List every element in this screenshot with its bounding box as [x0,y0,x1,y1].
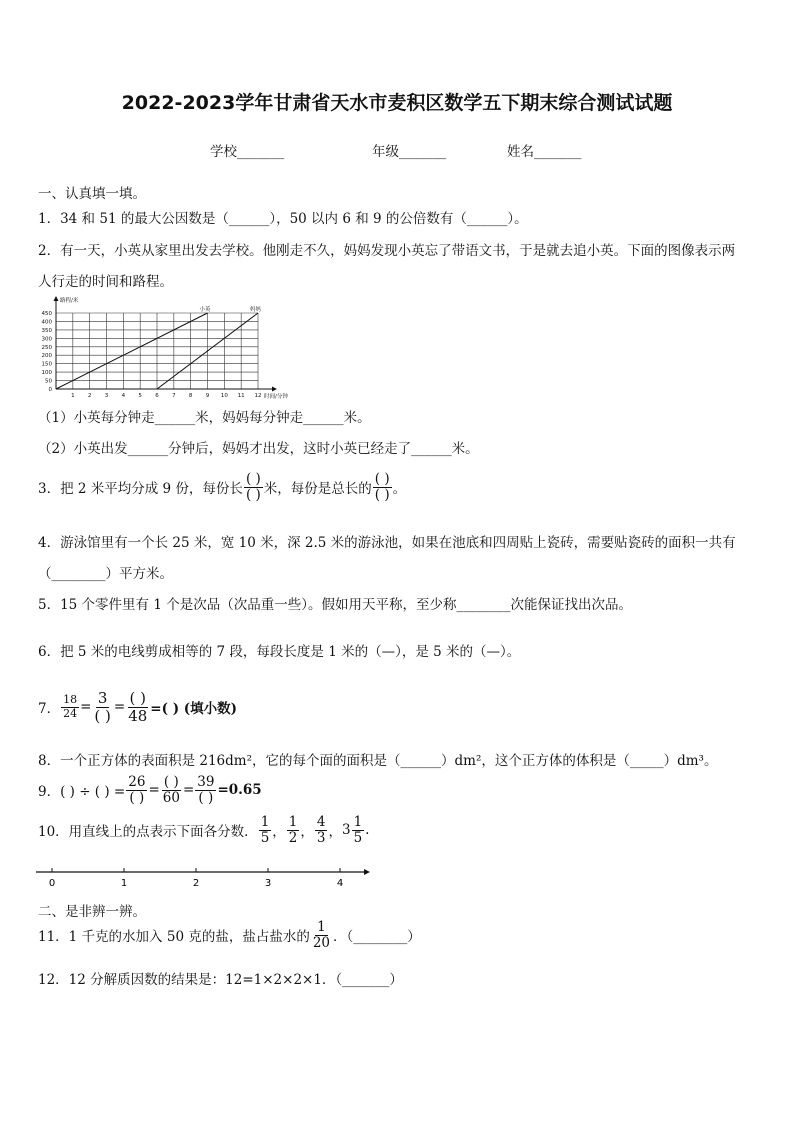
question-3 [38,472,406,503]
number-line-label: 4 [336,878,344,889]
grade-field: 年级_______ [372,144,447,160]
series-label: 小英 [199,307,211,313]
question-8: 8．一个正方体的表面积是 216dm²，它的每个面的面积是（______）dm²，这个正方体的体积是（_____）dm³。 [38,753,718,769]
q10-fraction-1: $\frac{1}{5}$ [260,814,270,846]
q11-fraction: $\frac{1}{20}$ [312,919,331,951]
number-line-ticks [49,868,343,889]
chart-labels [42,296,289,400]
x-tick-label: 9 [205,393,210,399]
question-11 [38,920,421,951]
number-line-label: 3 [264,878,272,889]
y-tick-label: 450 [41,311,52,317]
number-line-label: 1 [120,878,128,889]
question-2-part-2: （2）小英出发______分钟后，妈妈才出发，这时小英已经走了______米。 [38,441,479,457]
y-tick-label: 50 [45,378,52,385]
series-line-1 [56,313,208,389]
q7-fraction-3: $\frac{( )}{48}$ [128,689,148,725]
section-heading-1: 一、认真填一填。 [38,186,146,202]
number-line-label: 0 [48,878,56,889]
x-tick-label: 11 [237,393,245,399]
number-line [34,863,374,891]
x-tick-label: 6 [155,393,159,399]
q7-fraction-1: $\frac{18}{24}$ [63,693,78,720]
q7-eq-2: = [113,699,126,715]
school-field: 学校_______ [210,144,285,160]
x-tick-label: 12 [254,393,262,399]
q9-fraction-1: $\frac{26}{( )}$ [128,774,146,806]
q10-fraction-4: $\frac{1}{5}$ [353,814,363,846]
section-heading-2: 二、是非辨一辨。 [38,904,146,920]
question-5: 5．15 个零件里有 1 个是次品（次品重一些）。假如用天平称，至少称________次能保证找出次品。 [38,597,632,613]
y-tick-label: 250 [41,344,52,351]
y-axis-label: 路程/米 [60,298,79,304]
y-tick-label: 400 [41,319,52,326]
question-4-line-2: （________）平方米。 [38,566,173,582]
q3-pre: 3．把 2 米平均分成 9 份，每份长 [38,481,243,498]
question-6: 6．把 5 米的电线剪成相等的 7 段，每段长度是 1 米的（—），是 5 米的（—）。 [38,644,521,660]
chart-axes [54,296,278,392]
q3-fraction-2: $\frac{( )}{( )}$ [374,471,390,503]
q7-tail: =( ) (填小数) [150,701,238,717]
series-label: 妈妈 [250,307,262,313]
q7-number: 7． [38,701,61,717]
q3-mid: 米，每份是总长的 [263,481,372,498]
x-tick-label: 5 [138,393,142,399]
x-tick-label: 8 [188,393,193,399]
y-tick-label: 0 [48,387,52,393]
question-4-line-1: 4．游泳馆里有一个长 25 米，宽 10 米，深 2.5 米的游泳池，如果在池底和四周贴上瓷砖，需要贴瓷砖的面积一共有 [38,535,736,551]
y-tick-label: 350 [41,327,52,334]
x-tick-label: 3 [104,393,109,399]
y-tick-label: 150 [41,361,52,368]
q3-post: 。 [392,481,407,498]
q11-post: ．（________） [333,929,421,946]
y-axis-arrow [54,296,59,301]
x-tick-label: 10 [220,393,228,399]
page-title: 2022-2023学年甘肃省天水市麦积区数学五下期末综合测试试题 [121,92,673,114]
x-tick-label: 7 [172,393,176,399]
y-tick-label: 100 [41,370,52,377]
y-tick-label: 200 [41,353,52,360]
question-2-line-1: 2．有一天，小英从家里出发去学校。他刚走不久，妈妈发现小英忘了带语文书，于是就去追小英。下面的图像表示两 [38,243,736,259]
x-axis-label: 时间/分钟 [264,394,288,400]
question-12: 12．12 分解质因数的结果是：12=1×2×2×1．（_______） [38,972,403,988]
x-tick-label: 1 [71,393,75,399]
q9-fraction-2: $\frac{( )}{60}$ [162,774,180,806]
q11-pre: 11．1 千克的水加入 50 克的盐，盐占盐水的 [38,929,310,946]
x-tick-label: 4 [121,393,126,399]
question-7 [38,690,237,724]
chart-grid [56,313,258,389]
q9-pre: 9．( ) ÷ ( ) = [38,784,126,801]
x-axis-arrow [272,387,277,392]
q9-fraction-3: $\frac{39}{( )}$ [197,774,215,806]
q10-mixed-whole: 3 [341,822,351,839]
q7-fraction-2: $\frac{3}{( )}$ [94,689,111,725]
q10-pre: 10．用直线上的点表示下面各分数． [38,824,258,841]
q9-tail: =0.65 [217,782,262,799]
x-tick-label: 2 [87,393,92,399]
question-10: 10．用直线上的点表示下面各分数． $\frac{1}{5}$ ， $\frac{1}{2}$ ， $\frac{4}{3}$ ， 3 $\frac{1}{5}$ . [38,814,370,846]
distance-time-chart [32,293,294,401]
question-2-part-1: （1）小英每分钟走______米，妈妈每分钟走______米。 [38,410,371,426]
q7-eq-1: = [80,699,92,715]
question-1: 1．34 和 51 的最大公因数是（______），50 以内 6 和 9 的公倍数有（______）。 [38,211,528,227]
number-line-label: 2 [192,878,200,889]
q10-fraction-2: $\frac{1}{2}$ [288,814,298,846]
name-field: 姓名_______ [507,144,582,160]
question-2-line-2: 人行走的时间和路程。 [38,274,173,290]
q3-fraction-1: $\frac{( )}{( )}$ [245,471,261,503]
question-9: 9．( ) ÷ ( ) = $\frac{26}{( )}$ = $\frac{( )}{60}$ = $\frac{39}{( )}$ =0.65 [38,774,262,806]
q10-fraction-3: $\frac{4}{3}$ [316,814,326,846]
y-tick-label: 300 [41,336,52,343]
